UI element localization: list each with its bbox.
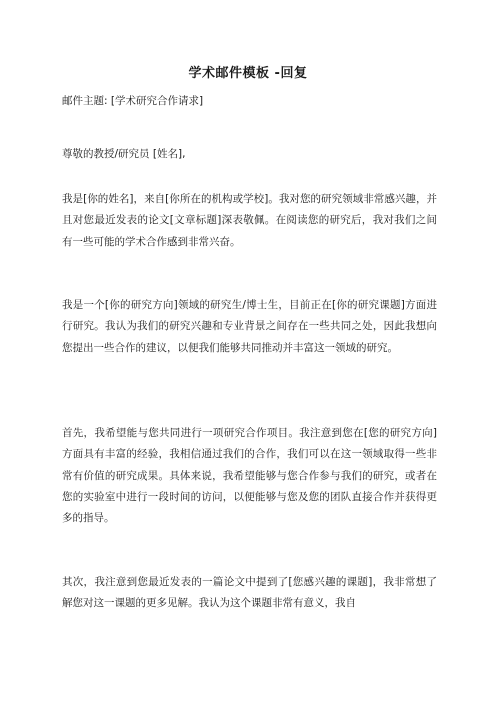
salutation: 尊敬的教授/研究员 [姓名], bbox=[62, 148, 186, 160]
paragraph-intro: 我是[你的姓名]，来自[你所在的机构或学校]。我对您的研究领域非常感兴趣，并且对您最近发表的论文[文章标题]深表敬佩。在阅读您的研究后，我对我们之间有一些可能的学术合作感到非常兴奋。 bbox=[62, 193, 437, 248]
paragraph-background: 我是一个[你的研究方向]领域的研究生/博士生，目前正在[你的研究课题]方面进行研究。我认为我们的研究兴趣和专业背景之间存在一些共同之处，因此我想向您提出一些合作的建议，以便我们能够共同推动并丰富这一领域的研究。 bbox=[62, 299, 437, 354]
paragraph-second-point: 其次，我注意到您最近发表的一篇论文中提到了[您感兴趣的课题]，我非常想了解您对这一课题的更多见解。我认为这个课题非常有意义，我自 bbox=[62, 576, 437, 610]
paragraph-collaboration: 首先，我希望能与您共同进行一项研究合作项目。我注意到您在[您的研究方向]方面具有丰富的经验，我相信通过我们的合作，我们可以在这一领域取得一些非常有价值的研究成果。具体来说，我希望能够与您合作参与我们的研究，或者在您的实验室中进行一段时间的访问，以便能够与您及您的团队直接合作并获得更多的指导。 bbox=[62, 427, 437, 525]
email-subject: 邮件主题: [学术研究合作请求] bbox=[62, 95, 204, 107]
document-title: 学术邮件模板 -回复 bbox=[188, 66, 308, 81]
